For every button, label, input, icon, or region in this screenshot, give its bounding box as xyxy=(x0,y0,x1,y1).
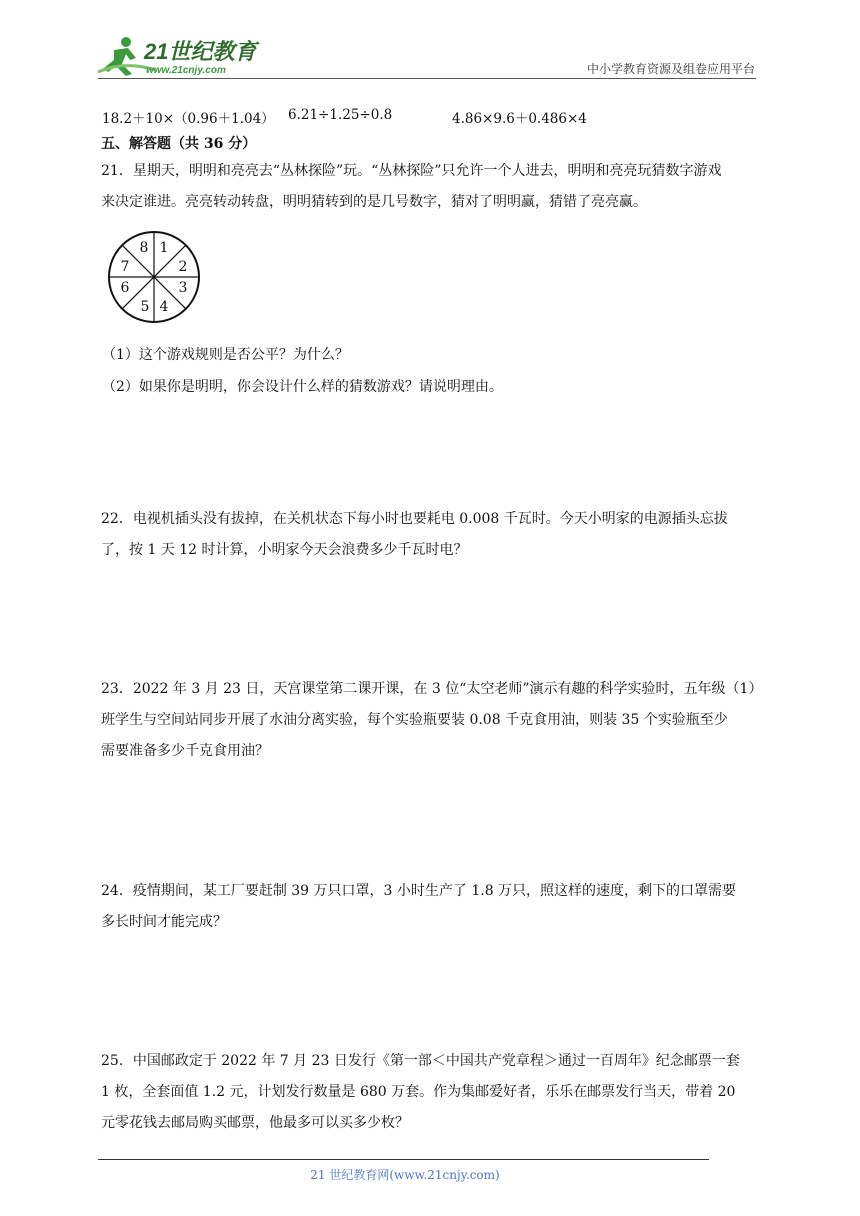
question-23 xyxy=(101,674,761,767)
question-23-line-2: 班学生与空间站同步开展了水油分离实验，每个实验瓶要装 0.08 千克食用油，则装 35 个实验瓶至少 xyxy=(101,712,728,728)
wheel-number-4: 4 xyxy=(159,299,169,315)
wheel-number-8: 8 xyxy=(139,240,149,256)
calc-expression-1: 18.2＋10×（0.96＋1.04） xyxy=(102,111,275,127)
question-22-line-2: 了，按 1 天 12 时计算，小明家今天会浪费多少千瓦时电？ xyxy=(101,542,468,558)
brand-logo xyxy=(96,34,266,80)
question-25-line-3: 元零花钱去邮局购买邮票，他最多可以买多少枚？ xyxy=(101,1115,409,1131)
wheel-number-1: 1 xyxy=(159,240,169,256)
question-21 xyxy=(101,156,761,218)
question-21-line-2: 来决定谁进。亮亮转动转盘，明明猜转到的是几号数字，猜对了明明赢，猜错了亮亮赢。 xyxy=(101,194,647,210)
question-21-sub-2: （2）如果你是明明，你会设计什么样的猜数游戏？请说明理由。 xyxy=(102,379,503,395)
question-24 xyxy=(101,876,761,938)
footer xyxy=(0,1166,860,1183)
platform-name: 中小学教育资源及组卷应用平台 xyxy=(586,62,755,76)
wheel-number-3: 3 xyxy=(178,280,188,296)
calc-expression-2: 6.21÷1.25÷0.8 xyxy=(288,107,393,123)
wheel-number-7: 7 xyxy=(120,259,130,275)
question-24-line-2: 多长时间才能完成？ xyxy=(101,914,227,930)
question-24-line-1: 24．疫情期间，某工厂要赶制 39 万只口罩，3 小时生产了 1.8 万只，照这样的速度，剩下的口罩需要 xyxy=(101,883,737,899)
wheel-number-6: 6 xyxy=(120,280,130,296)
question-21-sub-1: （1）这个游戏规则是否公平？为什么？ xyxy=(102,347,349,363)
wheel-number-2: 2 xyxy=(178,259,188,275)
question-22-line-1: 22．电视机插头没有拔掉，在关机状态下每小时也要耗电 0.008 千瓦时。今天小明家的电源插头忘拔 xyxy=(101,511,728,527)
logo-brand: 21世纪教育 xyxy=(144,39,257,64)
question-25-line-1: 25．中国邮政定于 2022 年 7 月 23 日发行《第一部＜中国共产党章程＞通过一百周年》纪念邮票一套 xyxy=(101,1053,740,1069)
footer-link[interactable]: 21 世纪教育网(www.21cnjy.com) xyxy=(310,1168,500,1182)
question-25-line-2: 1 枚，全套面值 1.2 元，计划发行数量是 680 万套。作为集邮爱好者，乐乐在邮票发行当天，带着 20 xyxy=(101,1084,736,1100)
logo-site: www.21cnjy.com xyxy=(146,65,226,76)
section-title: 五、解答题（共 36 分） xyxy=(101,136,257,152)
question-22 xyxy=(101,504,761,566)
question-25 xyxy=(101,1046,761,1139)
footer-divider xyxy=(98,1159,709,1160)
wheel-number-5: 5 xyxy=(140,299,150,315)
question-23-line-1: 23．2022 年 3 月 23 日，天宫课堂第二课开课，在 3 位“太空老师”演示有趣的科学实验时，五年级（1） xyxy=(101,681,763,697)
question-21-line-1: 21．星期天，明明和亮亮去“丛林探险”玩。“丛林探险”只允许一个人进去，明明和亮亮玩猜数字游戏 xyxy=(101,163,722,179)
header-divider xyxy=(98,78,756,79)
spinner-wheel xyxy=(106,229,202,325)
question-23-line-3: 需要准备多少千克食用油？ xyxy=(101,743,269,759)
calc-expression-3: 4.86×9.6＋0.486×4 xyxy=(452,111,587,127)
